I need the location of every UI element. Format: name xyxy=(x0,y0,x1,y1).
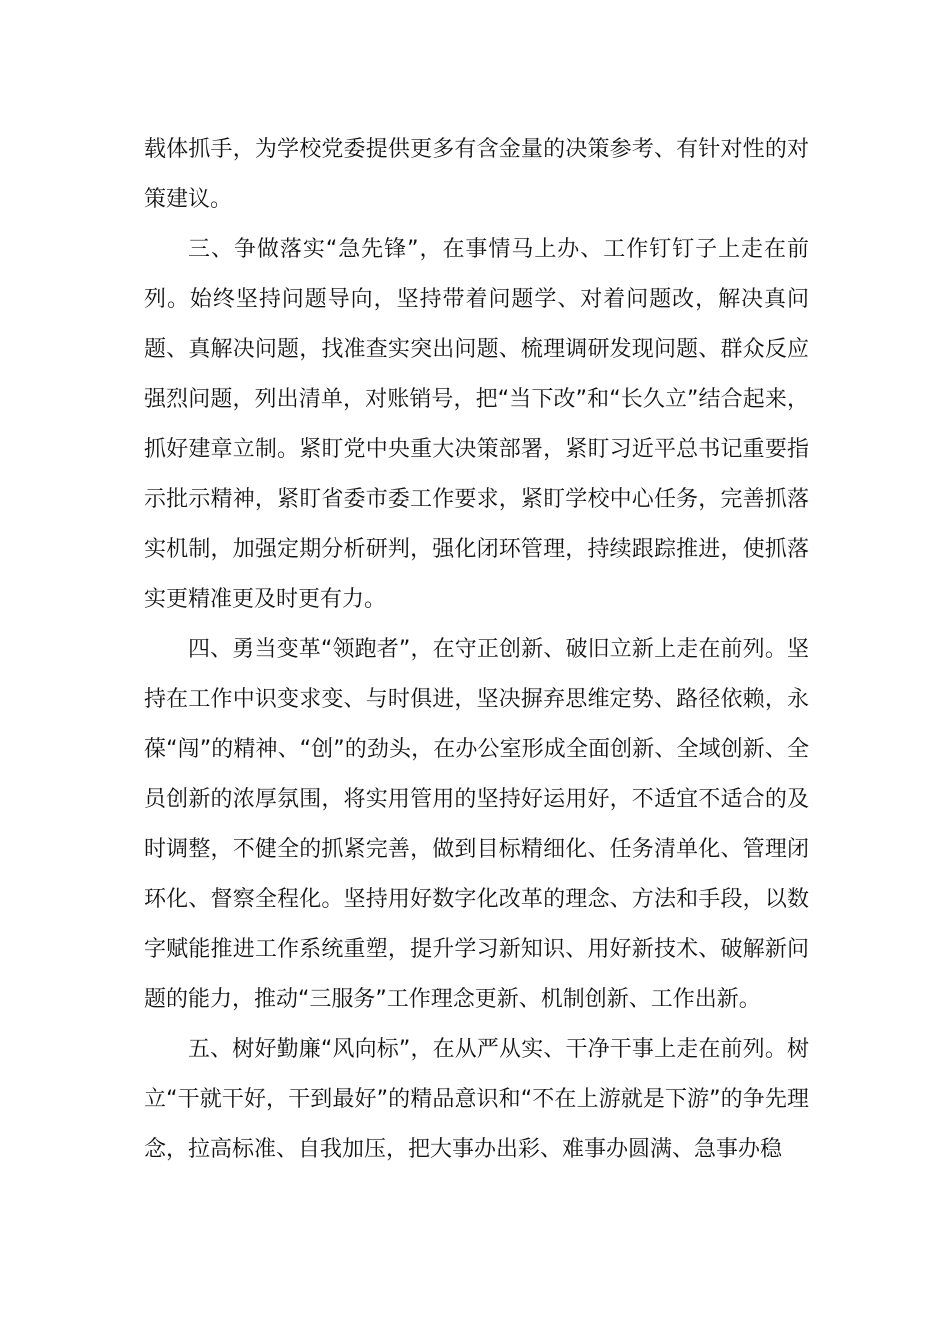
paragraph-section-five: 五、树好勤廉“风向标”，在从严从实、干净干事上走在前列。树立“干就干好，干到最好”的精品意识和“不在上游就是下游”的争先理念，拉高标准、自我加压，把大事办出彩、难事办圆满、急事办稳 xyxy=(144,1037,809,1162)
document-body xyxy=(144,125,809,1175)
paragraph-section-four: 四、勇当变革“领跑者”，在守正创新、破旧立新上走在前列。坚持在工作中识变求变、与时俱进，坚决摒弃思维定势、路径依赖，永葆“闯”的精神、“创”的劲头，在办公室形成全面创新、全域创新、全员创新的浓厚氛围，将实用管用的坚持好运用好，不适宜不适合的及时调整，不健全的抓紧完善，做到目标精细化、任务清单化、管理闭环化、督察全程化。坚持用好数字化改革的理念、方法和手段，以数字赋能推进工作系统重塑，提升学习新知识、用好新技术、破解新问题的能力，推动“三服务”工作理念更新、机制创新、工作出新。 xyxy=(144,637,809,1012)
paragraph-continuation: 载体抓手，为学校党委提供更多有含金量的决策参考、有针对性的对策建议。 xyxy=(144,137,809,212)
paragraph-section-three: 三、争做落实“急先锋”，在事情马上办、工作钉钉子上走在前列。始终坚持问题导向，坚持带着问题学、对着问题改，解决真问题、真解决问题，找准查实突出问题、梳理调研发现问题、群众反应强烈问题，列出清单，对账销号，把“当下改”和“长久立”结合起来，抓好建章立制。紧盯党中央重大决策部署，紧盯习近平总书记重要指示批示精神，紧盯省委市委工作要求，紧盯学校中心任务，完善抓落实机制，加强定期分析研判，强化闭环管理，持续跟踪推进，使抓落实更精准更及时更有力。 xyxy=(144,237,810,612)
